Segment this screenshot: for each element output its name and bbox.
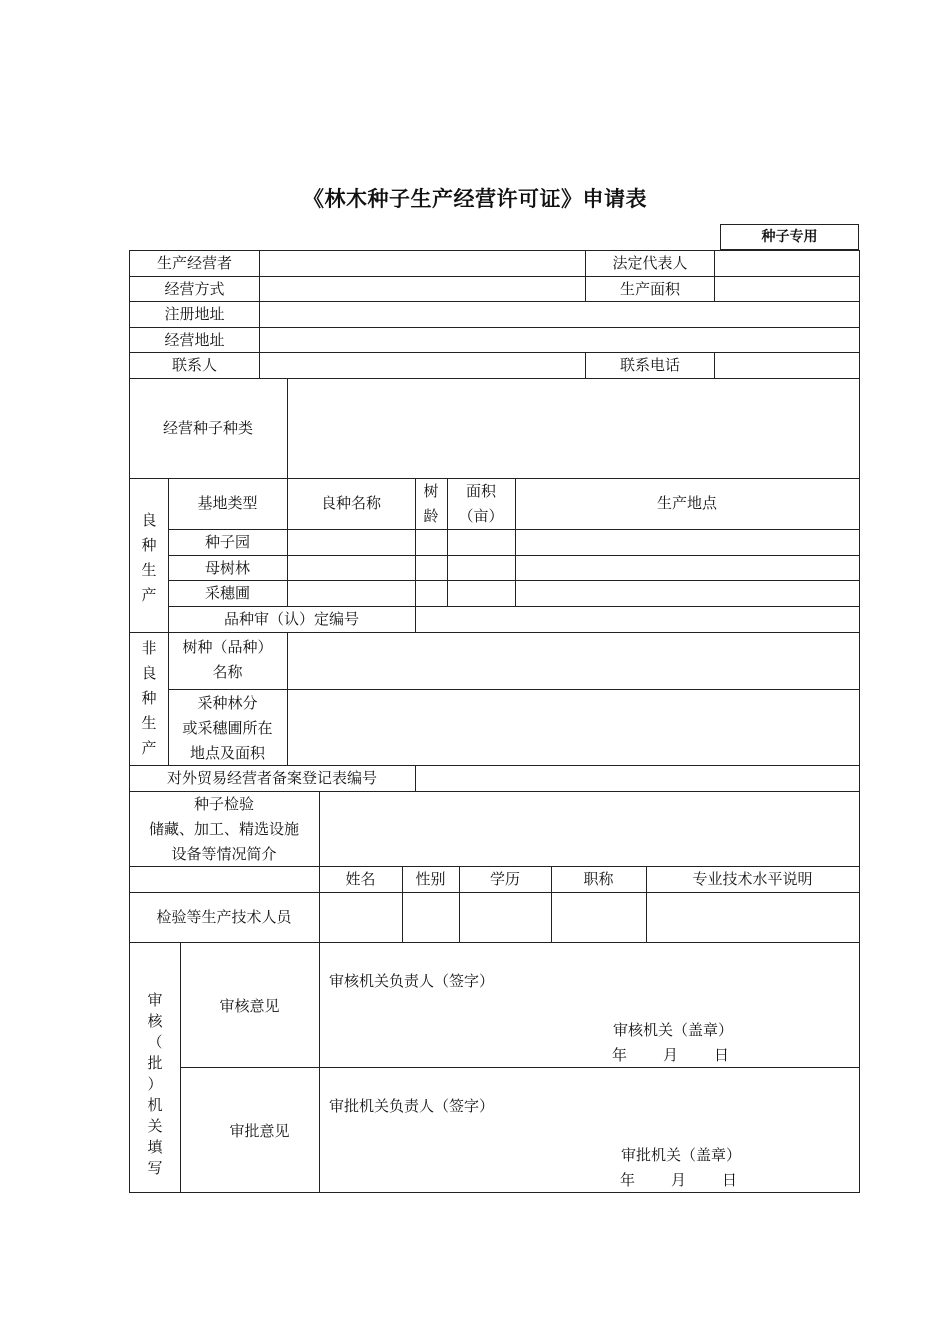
label-area: 生产面积 — [619, 280, 680, 298]
staff-header-title: 职称 — [583, 870, 614, 888]
staff-header-education: 学历 — [489, 870, 520, 888]
approve-seal: 审批机关（盖章） — [621, 1146, 742, 1164]
label-approve-opinion: 审批意见 — [229, 1122, 290, 1140]
header-place: 生产地点 — [656, 494, 717, 512]
label-biz-addr: 经营地址 — [164, 331, 225, 349]
label-species-name: 树种（品种） 名称 — [182, 638, 273, 681]
header-age: 树 龄 — [423, 482, 439, 525]
base-type-item: 母树林 — [204, 559, 250, 577]
review-seal: 审核机关（盖章） — [613, 1021, 734, 1039]
label-phone: 联系电话 — [619, 356, 680, 374]
label-reg-addr: 注册地址 — [164, 305, 225, 323]
label-review-opinion: 审核意见 — [219, 997, 280, 1015]
review-side-label: 审 核 （ 批 ） 机 关 填 写 — [147, 991, 163, 1177]
label-staff: 检验等生产技术人员 — [156, 908, 292, 926]
review-date: 年 月 日 — [612, 1046, 730, 1064]
label-producer: 生产经营者 — [156, 254, 232, 272]
header-base-type: 基地类型 — [197, 494, 258, 512]
label-species: 经营种子种类 — [162, 419, 253, 437]
staff-header-name: 姓名 — [345, 870, 376, 888]
approve-date: 年 月 日 — [620, 1171, 738, 1189]
non-improved-side-label: 非 良 种 生 产 — [141, 639, 157, 757]
label-contact: 联系人 — [171, 356, 217, 374]
staff-header-skill: 专业技术水平说明 — [692, 870, 813, 888]
approve-signer: 审批机关负责人（签字） — [329, 1097, 495, 1115]
review-signer: 审核机关负责人（签字） — [329, 972, 495, 990]
label-trade-no: 对外贸易经营者备案登记表编号 — [166, 769, 377, 787]
base-type-item: 采穗圃 — [204, 584, 250, 602]
label-approval-no: 品种审（认）定编号 — [223, 610, 359, 628]
header-variety-name: 良种名称 — [320, 494, 381, 512]
label-location: 采种林分 或采穗圃所在 地点及面积 — [182, 694, 273, 762]
improved-side-label: 良 种 生 产 — [141, 511, 157, 604]
base-type-item: 种子园 — [204, 533, 250, 551]
label-facilities: 种子检验 储藏、加工、精选设施 设备等情况简介 — [148, 795, 299, 863]
form-title: 《林木种子生产经营许可证》申请表 — [303, 187, 647, 211]
seed-only-box: 种子专用 — [720, 224, 859, 250]
label-legal-rep: 法定代表人 — [612, 254, 688, 272]
header-area: 面积 （亩） — [458, 482, 504, 525]
label-mode: 经营方式 — [164, 280, 225, 298]
staff-header-gender: 性别 — [415, 870, 446, 888]
